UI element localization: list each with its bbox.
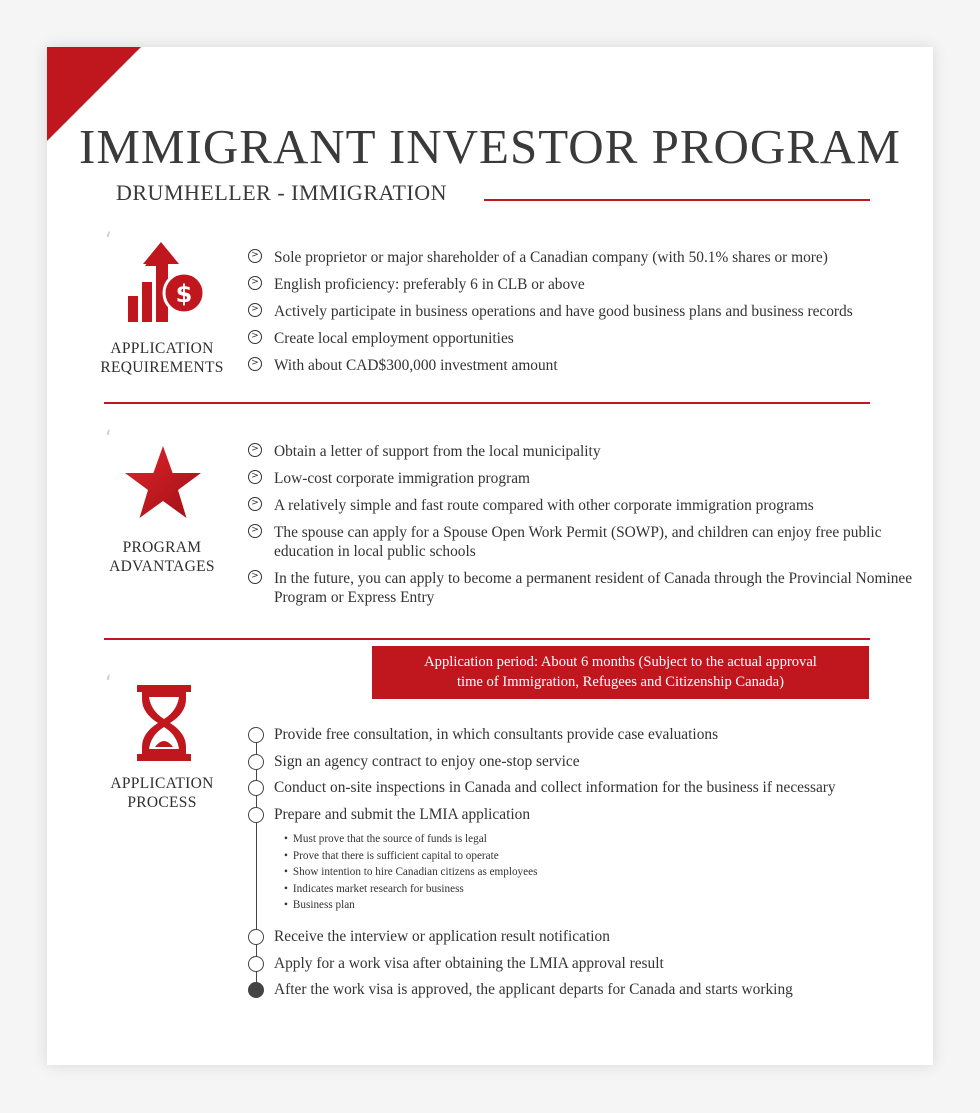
step-circle-icon [248, 780, 264, 796]
chevron-right-icon: > [248, 249, 262, 263]
period-line2: time of Immigration, Refugees and Citizenship Canada) [456, 674, 785, 690]
chevron-right-icon: > [248, 276, 262, 290]
process-label-line1: APPLICATION [110, 775, 214, 792]
period-line1: Application period: About 6 months (Subject to the actual approval [424, 654, 817, 670]
chevron-right-icon: > [248, 524, 262, 538]
chevron-right-icon: > [248, 470, 262, 484]
requirements-label [87, 339, 237, 377]
step-circle-icon [248, 956, 264, 972]
subtitle-underline [484, 199, 870, 201]
requirements-label-line2: REQUIREMENTS [100, 359, 224, 376]
list-item: > English proficiency: preferably 6 in CLB or above [248, 275, 853, 294]
list-item: • Prove that there is sufficient capital to operate [284, 848, 537, 865]
process-label-line2: PROCESS [127, 794, 197, 811]
chevron-right-icon: > [248, 570, 262, 584]
chevron-right-icon: > [248, 497, 262, 511]
section-divider [104, 402, 870, 404]
list-item: • Must prove that the source of funds is legal [284, 831, 537, 848]
step-circle-icon [248, 727, 264, 743]
process-step: Sign an agency contract to enjoy one-stop service [248, 752, 580, 771]
step-circle-icon [248, 929, 264, 945]
step-circle-icon [248, 754, 264, 770]
requirements-list [248, 248, 853, 375]
svg-text:$: $ [175, 280, 193, 308]
requirements-label-line1: APPLICATION [110, 340, 214, 357]
section-divider [104, 638, 870, 640]
process-step: Conduct on-site inspections in Canada and collect information for the business if necessary [248, 778, 836, 797]
page-title: IMMIGRANT INVESTOR PROGRAM [79, 119, 901, 174]
list-item: > Sole proprietor or major shareholder of a Canadian company (with 50.1% shares or more) [248, 248, 853, 267]
chevron-right-icon: > [248, 443, 262, 457]
list-item: > A relatively simple and fast route compared with other corporate immigration programs [248, 496, 914, 515]
hourglass-icon [135, 685, 193, 765]
advantages-label-line2: ADVANTAGES [109, 558, 215, 575]
advantages-label [87, 538, 237, 576]
list-item: • Show intention to hire Canadian citizens as employees [284, 864, 537, 881]
list-item: > With about CAD$300,000 investment amount [248, 356, 853, 375]
list-item: > In the future, you can apply to become a permanent resident of Canada through the Provincial Nominee Program or Express Entry [248, 569, 914, 607]
process-step: After the work visa is approved, the applicant departs for Canada and starts working [248, 980, 793, 999]
star-icon [122, 446, 204, 526]
program-card [47, 47, 933, 1065]
chevron-right-icon: > [248, 330, 262, 344]
process-label [87, 774, 237, 812]
quote-tick: ‘ [105, 672, 112, 697]
list-item: • Indicates market research for business [284, 881, 537, 898]
process-step: Apply for a work visa after obtaining the LMIA approval result [248, 954, 664, 973]
process-step: Provide free consultation, in which consultants provide case evaluations [248, 725, 718, 744]
chart-dollar-icon [125, 242, 209, 328]
list-item: > Obtain a letter of support from the local municipality [248, 442, 914, 461]
list-item: • Business plan [284, 897, 537, 914]
lmia-requirements-list [284, 831, 537, 914]
list-item: > Low-cost corporate immigration program [248, 469, 914, 488]
chevron-right-icon: > [248, 303, 262, 317]
process-step: Receive the interview or application result notification [248, 927, 610, 946]
quote-tick: ‘ [105, 229, 112, 254]
list-item: > Actively participate in business operations and have good business plans and business records [248, 302, 853, 321]
timeline-line [256, 735, 257, 990]
quote-tick: ‘ [105, 427, 112, 452]
advantages-list [248, 442, 914, 607]
process-step: Prepare and submit the LMIA application [248, 805, 530, 824]
list-item: > The spouse can apply for a Spouse Open Work Permit (SOWP), and children can enjoy free public education in local public schools [248, 523, 894, 561]
step-circle-icon [248, 807, 264, 823]
step-circle-filled-icon [248, 982, 264, 998]
application-period-banner [372, 646, 869, 699]
chevron-right-icon: > [248, 357, 262, 371]
list-item: > Create local employment opportunities [248, 329, 853, 348]
advantages-label-line1: PROGRAM [122, 539, 202, 556]
page-subtitle: DRUMHELLER - IMMIGRATION [116, 180, 447, 205]
